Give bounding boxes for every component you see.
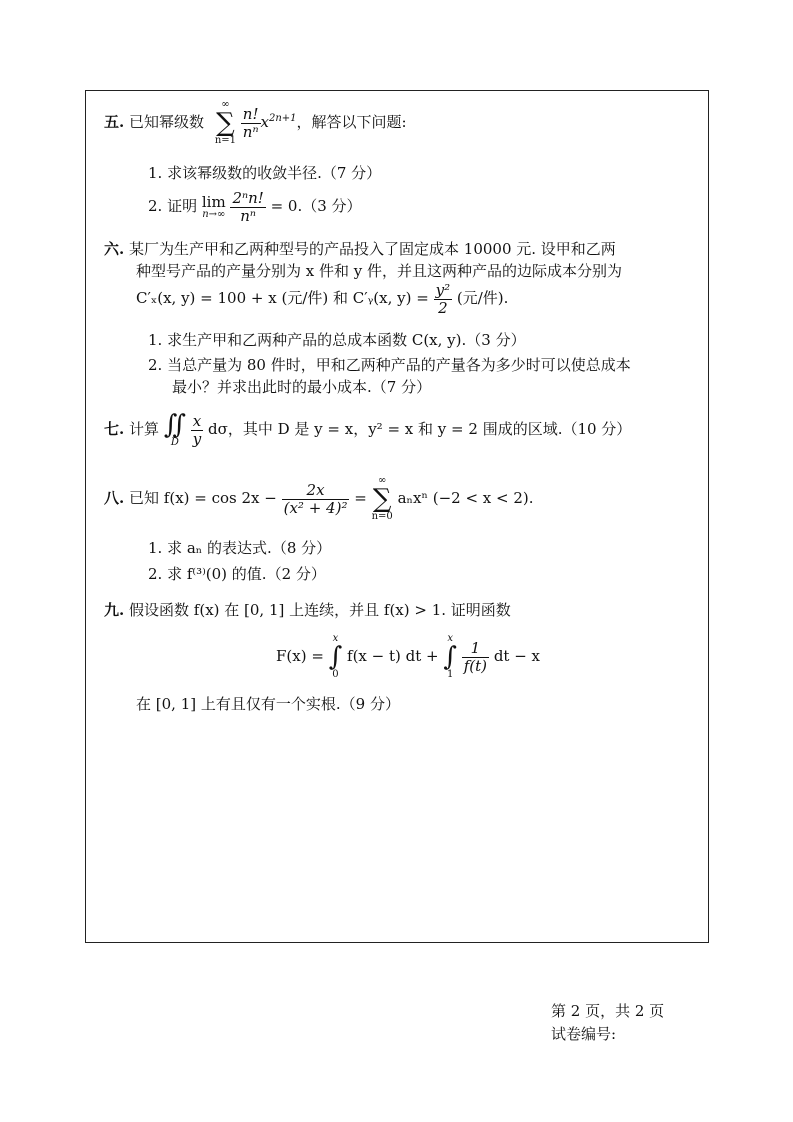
- q5-item-2: 2. 证明 lim n→∞ $\frac{\text{2ⁿn!}}{\text{nⁿ}}$ = 0.（3 分）: [148, 189, 362, 225]
- question-number: 九.: [104, 601, 125, 619]
- fraction: $\frac{\text{y²}}{2}$: [435, 281, 451, 317]
- q6-item-1: 1. 求生产甲和乙两种产品的总成本函数 C(x, y).（3 分）: [148, 331, 526, 349]
- q6-item-2b: 最小？并求出此时的最小成本.（7 分）: [172, 378, 432, 396]
- integral: x ∫ 1: [443, 633, 457, 680]
- question-number: 六.: [104, 240, 125, 258]
- sum-symbol: ∞ ∑ n=0: [371, 475, 393, 522]
- question-number: 五.: [104, 113, 125, 131]
- question-9-line-1: 九. 假设函数 f(x) 在 [0, 1] 上连续，并且 f(x) > 1. 证明函数: [104, 601, 511, 619]
- fraction: $\frac{2x}{\text{(x² + 4)²}}$: [283, 481, 348, 517]
- question-6-line-1: 六. 某厂为生产甲和乙两种型号的产品投入了固定成本 10000 元. 设甲和乙两: [104, 240, 616, 258]
- q8-item-1: 1. 求 aₙ 的表达式.（8 分）: [148, 539, 332, 557]
- question-number: 八.: [104, 489, 125, 507]
- question-number: 七.: [104, 420, 125, 438]
- integral: x ∫ 0: [328, 633, 343, 680]
- question-text: 已知幂级数: [129, 113, 205, 131]
- q8-item-2: 2. 求 f⁽³⁾(0) 的值.（2 分）: [148, 565, 326, 583]
- page-number: 第 2 页，共 2 页: [551, 1002, 665, 1020]
- sum-symbol: ∞ ∑ n=1: [214, 99, 236, 146]
- limit: lim n→∞: [201, 192, 226, 220]
- double-integral: ∬ D: [163, 410, 186, 448]
- question-9-equation: F(x) = x ∫ 0 f(x − t) dt + x ∫ 1 $\frac{1}{f(t)}$ dt − x: [276, 633, 541, 680]
- q5-item-1: 1. 求该幂级数的收敛半径.（7 分）: [148, 164, 382, 182]
- question-5: 五. 已知幂级数 ∞ ∑ n=1 $\frac{n!}{\text{nⁿ}}$ $x^{2n+1}$，解答以下问题:: [104, 99, 407, 146]
- question-9-line-3: 在 [0, 1] 上有且仅有一个实根.（9 分）: [136, 695, 400, 713]
- question-6-line-2: 种型号产品的产量分别为 x 件和 y 件，并且这两种产品的边际成本分别为: [136, 262, 623, 280]
- fraction: $\frac{\text{2ⁿn!}}{\text{nⁿ}}$: [232, 189, 264, 225]
- question-7: 七. 计算 ∬ D $\frac{x}{y}$ dσ，其中 D 是 y = x，y² = x 和 y = 2 围成的区域.（10 分）: [104, 410, 632, 448]
- exam-code-label: 试卷编号:: [551, 1025, 617, 1043]
- fraction: $\frac{n!}{\text{nⁿ}}$: [242, 105, 259, 141]
- exponent: 2n+1: [269, 113, 297, 124]
- question-6-line-3: C′ₓ(x, y) = 100 + x (元/件) 和 C′ᵧ(x, y) = $\frac{\text{y²}}{2}$ (元/件).: [136, 281, 509, 317]
- question-tail: ，解答以下问题:: [296, 113, 407, 131]
- fraction: $\frac{1}{f(t)}$: [463, 639, 488, 675]
- q6-item-2a: 2. 当总产量为 80 件时，甲和乙两种产品的产量各为多少时可以使总成本: [148, 356, 631, 374]
- fraction: $\frac{x}{y}$: [192, 412, 202, 448]
- question-8: 八. 已知 f(x) = cos 2x − $\frac{2x}{\text{(x² + 4)²}}$ = ∞ ∑ n=0 aₙxⁿ (−2 < x < 2).: [104, 475, 534, 522]
